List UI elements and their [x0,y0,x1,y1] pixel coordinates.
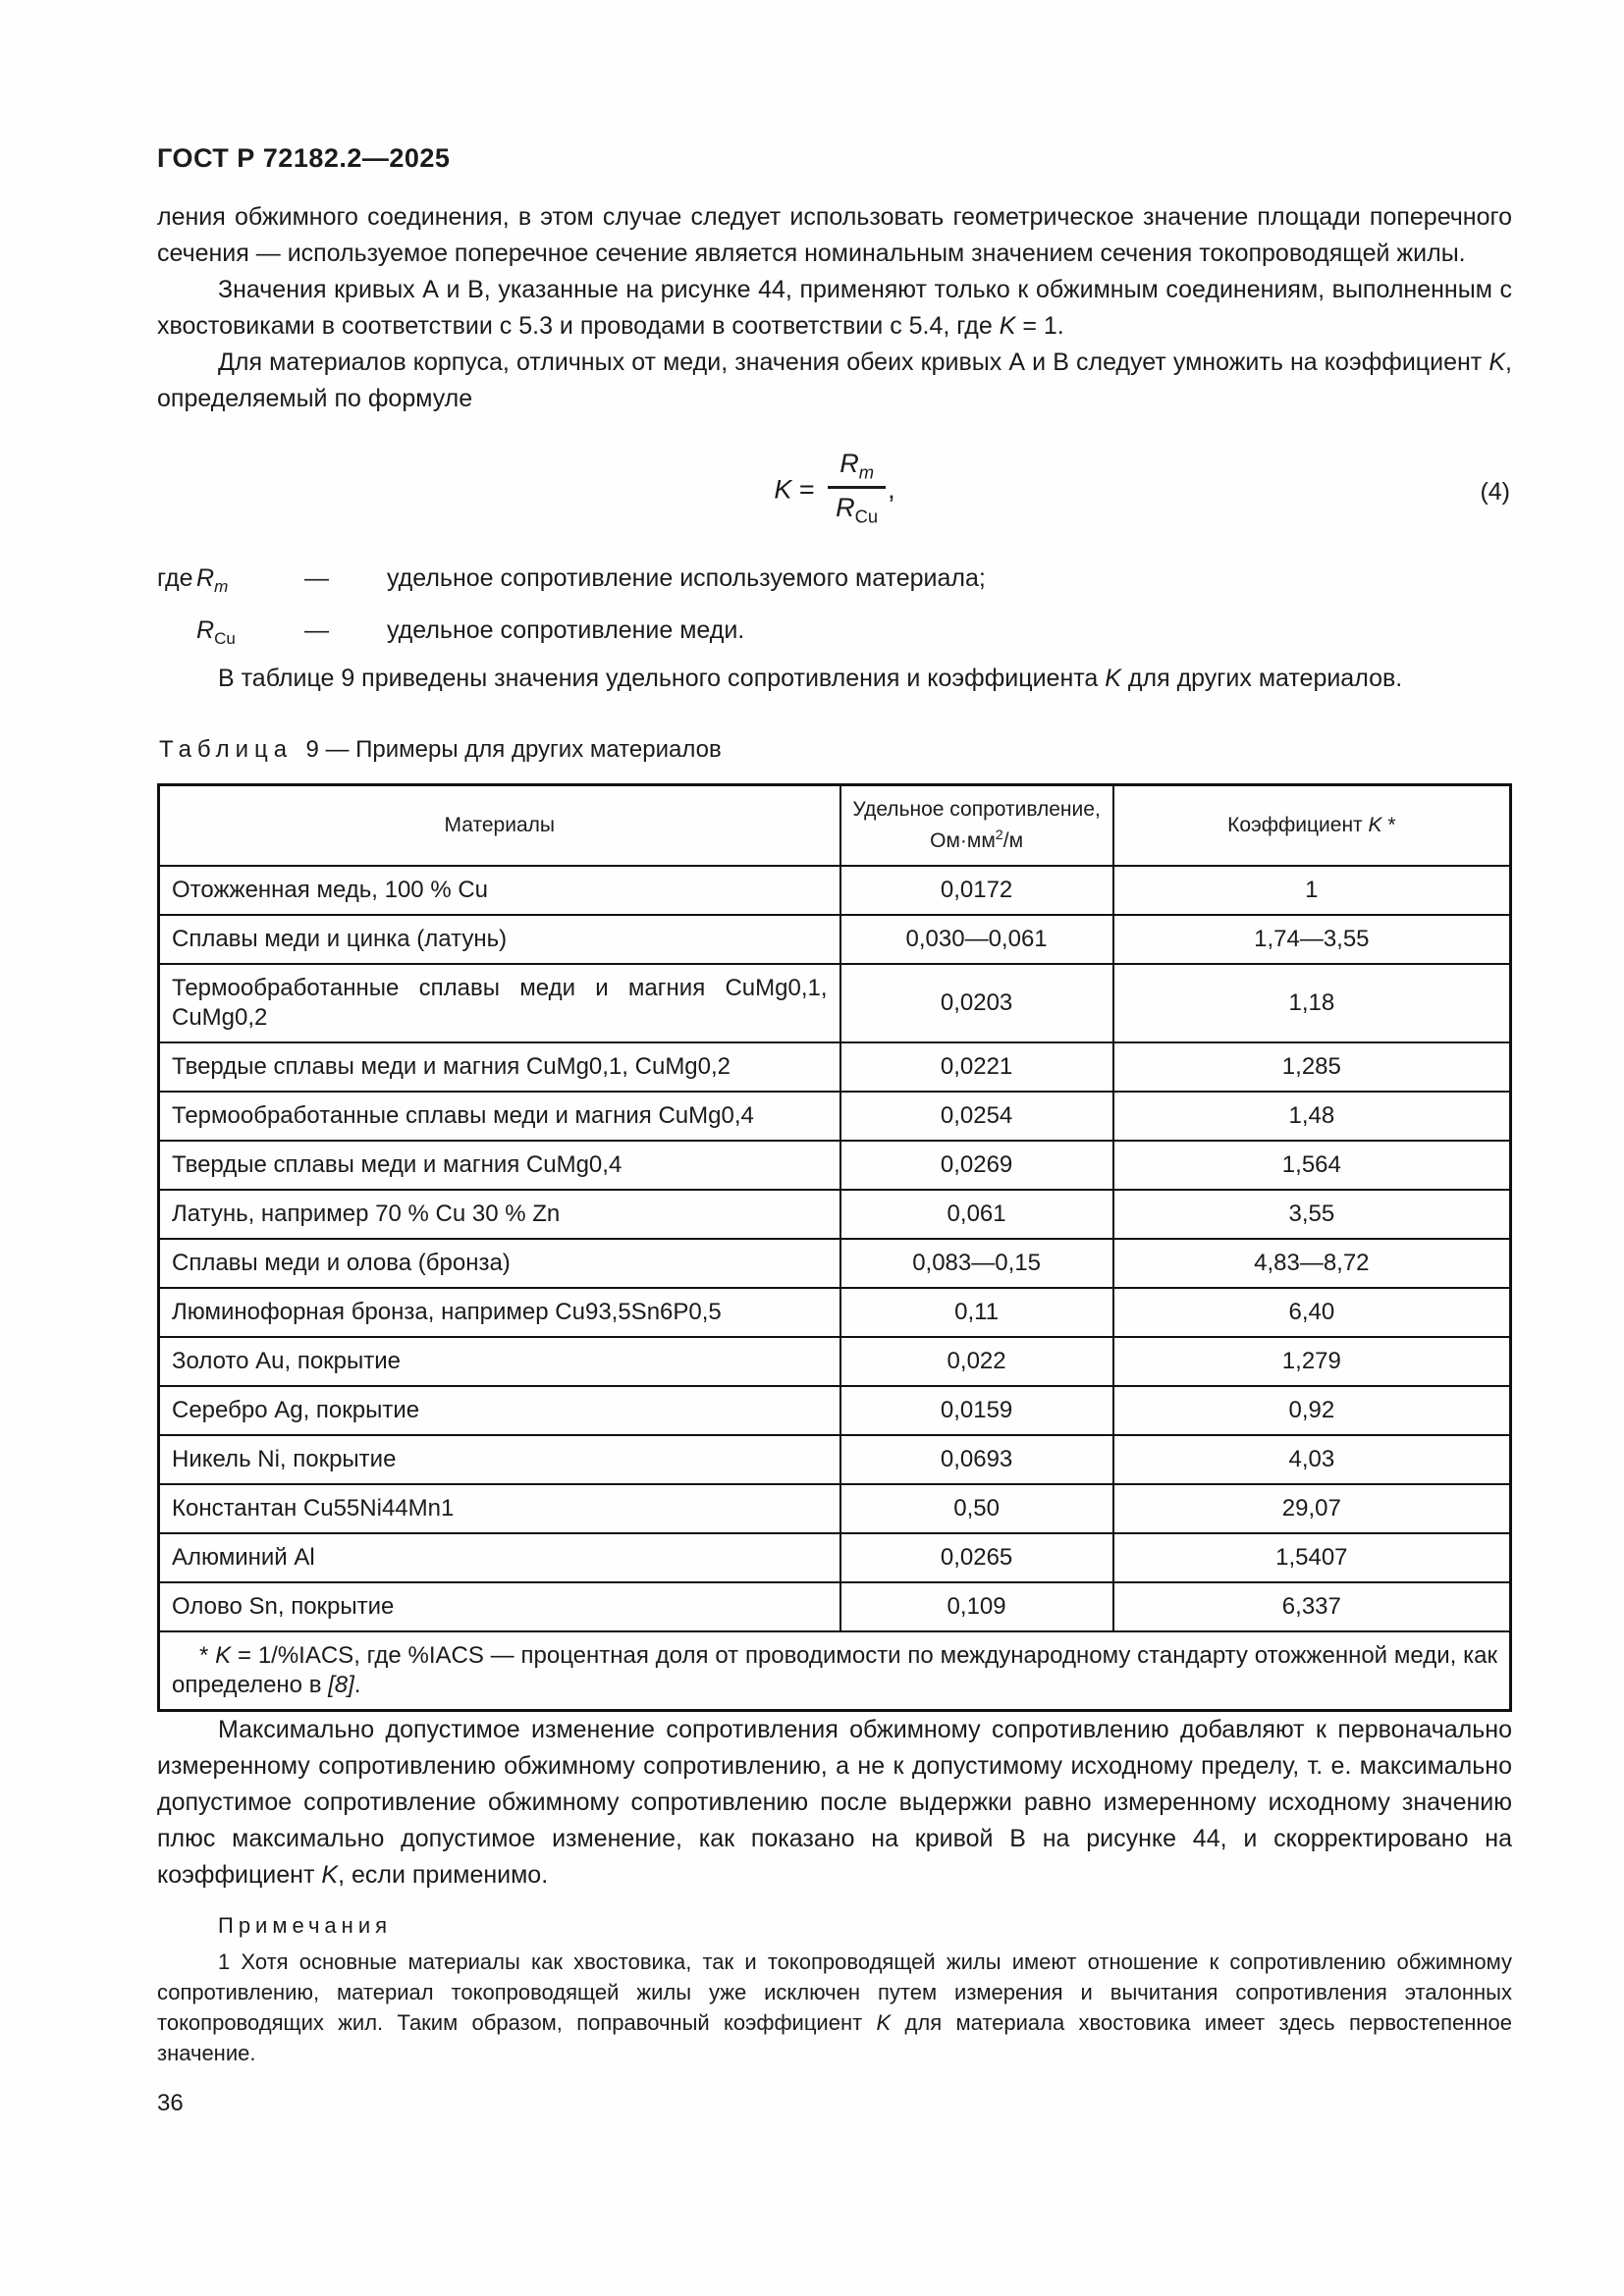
cell-material: Золото Au, покрытие [159,1337,840,1386]
where-lead: где [157,564,193,592]
where-definitions [157,557,1512,661]
table-caption-number: 9 [305,736,319,763]
footnote-row [159,1631,1511,1711]
table-row [159,915,1511,964]
cell-resistivity: 0,0172 [840,866,1113,915]
materials-table-body [159,866,1511,1631]
cell-material: Олово Sn, покрытие [159,1582,840,1631]
header-row [159,785,1511,867]
where-term-rm: $R_m$ [196,564,229,596]
where-dash: — [304,564,329,592]
table-caption-word: Таблица [159,736,294,763]
table-row [159,1190,1511,1239]
cell-material: Сплавы меди и цинка (латунь) [159,915,840,964]
cell-coefficient: 6,40 [1113,1288,1511,1337]
cell-material: Сплавы меди и олова (бронза) [159,1239,840,1288]
table-footnote-text: * K = 1/%IACS, где %IACS — процентная доля от проводимости по международному стандарту отожженной меди, как определено в [8]. [172,1642,1497,1698]
cell-coefficient: 1 [1113,866,1511,915]
where-row-rcu [157,609,1512,661]
cell-material: Термообработанные сплавы меди и магния CuMg0,1, CuMg0,2 [159,964,840,1042]
page-content [157,143,1512,2117]
cell-resistivity: 0,061 [840,1190,1113,1239]
page-number: 36 [157,2090,184,2116]
where-dash: — [304,616,329,644]
table-row [159,1582,1511,1631]
cell-material: Твердые сплавы меди и магния CuMg0,1, CuMg0,2 [159,1042,840,1092]
paragraph-body-materials: Для материалов корпуса, отличных от меди, значения обеих кривых А и В следует умножить на коэффициент K, определяемый по формуле [157,348,1512,412]
cell-material: Алюминий Al [159,1533,840,1582]
paragraph-max-change: Максимально допустимое изменение сопротивления обжимному сопротивлению добавляют к первоначально измеренному сопротивлению обжимному сопротивлению, а не к допустимому исходному пределу, т. е. максимально допустимое сопротивление обжимному сопротивлению после выдержки равно измеренному исходному значению плюс максимально допустимое изменение, как показано на кривой В на рисунке 44, и скорректировано на коэффициент K, если применимо. [157,1716,1512,1889]
materials-table-head [159,785,1511,867]
table-row [159,1239,1511,1288]
formula-denominator: $R_{Cu}$ [836,493,879,527]
table-row [159,1092,1511,1141]
cell-material: Твердые сплавы меди и магния CuMg0,4 [159,1141,840,1190]
column-header-coefficient: Коэффициент K * [1113,785,1511,867]
paragraph-curves-ab: Значения кривых А и В, указанные на рисунке 44, применяют только к обжимным соединениям, выполненным с хвостовиками в соответствии с 5.3 и проводами в соответствии с 5.4, где K = 1. [157,276,1512,340]
cell-coefficient: 3,55 [1113,1190,1511,1239]
table-row [159,964,1511,1042]
doc-code-header: ГОСТ Р 72182.2—2025 [157,143,451,173]
equation-number: (4) [1480,478,1510,506]
table-row [159,1042,1511,1092]
cell-material: Латунь, например 70 % Cu 30 % Zn [159,1190,840,1239]
cell-resistivity: 0,0159 [840,1386,1113,1435]
cell-coefficient: 1,279 [1113,1337,1511,1386]
cell-material: Люминофорная бронза, например Cu93,5Sn6P0,5 [159,1288,840,1337]
cell-resistivity: 0,11 [840,1288,1113,1337]
where-term-rcu: $R_{Cu}$ [196,616,236,648]
materials-table [157,783,1512,1712]
cell-coefficient: 6,337 [1113,1582,1511,1631]
table-row [159,1484,1511,1533]
formula-numerator: $R_m$ [828,449,886,489]
cell-coefficient: 4,83—8,72 [1113,1239,1511,1288]
cell-resistivity: 0,0269 [840,1141,1113,1190]
materials-table-foot [159,1631,1511,1711]
cell-coefficient: 29,07 [1113,1484,1511,1533]
cell-resistivity: 0,0203 [840,964,1113,1042]
cell-material: Никель Ni, покрытие [159,1435,840,1484]
table-row [159,1337,1511,1386]
table-row [159,1141,1511,1190]
cell-coefficient: 1,74—3,55 [1113,915,1511,964]
cell-coefficient: 0,92 [1113,1386,1511,1435]
table-row [159,866,1511,915]
table-row [159,1288,1511,1337]
cell-resistivity: 0,109 [840,1582,1113,1631]
cell-resistivity: 0,0221 [840,1042,1113,1092]
cell-coefficient: 1,564 [1113,1141,1511,1190]
table-row [159,1386,1511,1435]
table-footnote [159,1631,1511,1711]
paragraph-continuation: ления обжимного соединения, в этом случае следует использовать геометрическое значение площади поперечного сечения — используемое поперечное сечение является номинальным значением сечения токопроводящей жилы. [157,203,1512,267]
formula-expression [774,441,894,534]
cell-resistivity: 0,0265 [840,1533,1113,1582]
note-1: 1 Хотя основные материалы как хвостовика, так и токопроводящей жилы имеют отношение к сопротивлению обжимному сопротивлению, материал токопроводящей жилы уже исключен путем измерения и вычитания сопротивления эталонных токопроводящих жил. Таким образом, поправочный коэффициент K для материала хвостовика имеет здесь первостепенное значение. [157,1949,1512,2065]
table-row [159,1435,1511,1484]
table-row [159,1533,1511,1582]
cell-coefficient: 1,48 [1113,1092,1511,1141]
cell-coefficient: 1,285 [1113,1042,1511,1092]
formula-comma: , [888,474,895,505]
where-row-rm [157,557,1512,609]
cell-coefficient: 4,03 [1113,1435,1511,1484]
cell-material: Константан Cu55Ni44Mn1 [159,1484,840,1533]
cell-resistivity: 0,030—0,061 [840,915,1113,964]
cell-coefficient: 1,5407 [1113,1533,1511,1582]
cell-resistivity: 0,022 [840,1337,1113,1386]
cell-resistivity: 0,0693 [840,1435,1113,1484]
cell-material: Отожженная медь, 100 % Cu [159,866,840,915]
table-caption-text: Примеры для других материалов [355,736,722,763]
paragraph-table-intro: В таблице 9 приведены значения удельного сопротивления и коэффициента K для других материалов. [218,665,1403,692]
cell-material: Термообработанные сплавы меди и магния CuMg0,4 [159,1092,840,1141]
cell-coefficient: 1,18 [1113,964,1511,1042]
table-caption-dash: — [325,736,350,763]
where-def-rm: удельное сопротивление используемого материала; [387,564,986,592]
column-header-materials: Материалы [159,785,840,867]
cell-material: Серебро Ag, покрытие [159,1386,840,1435]
cell-resistivity: 0,083—0,15 [840,1239,1113,1288]
notes-title: Примечания [218,1913,393,1938]
formula-fraction [828,449,886,528]
cell-resistivity: 0,50 [840,1484,1113,1533]
table-caption [159,736,1512,764]
cell-resistivity: 0,0254 [840,1092,1113,1141]
formula-lhs: K = [774,474,823,505]
column-header-resistivity: Удельное сопротивление, $Ом\cdot мм^2/м$ [840,785,1113,867]
formula-4 [157,441,1512,543]
where-def-rcu: удельное сопротивление меди. [387,616,745,644]
